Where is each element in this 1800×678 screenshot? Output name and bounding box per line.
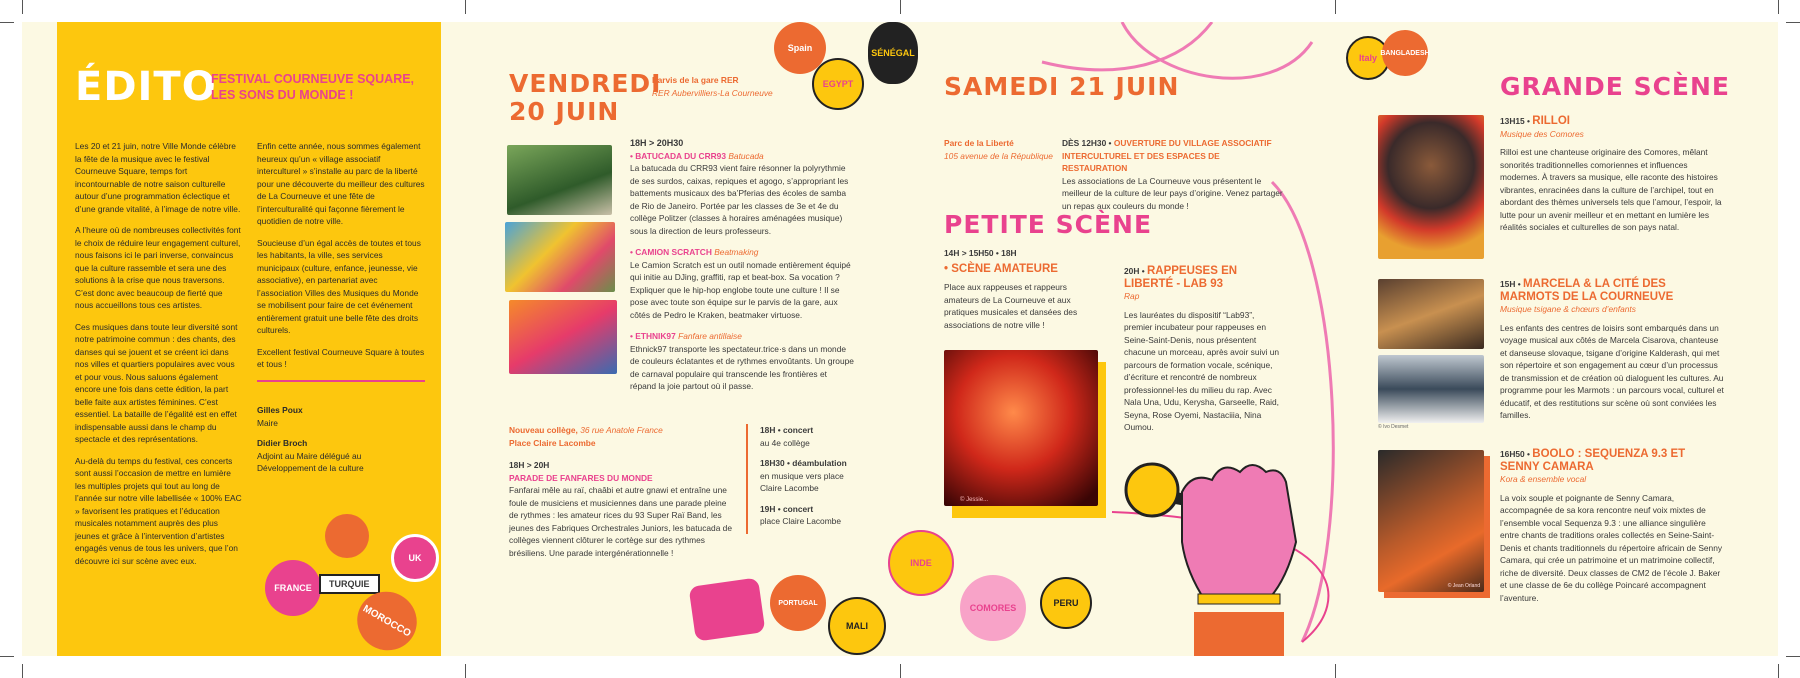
samedi-title: SAMEDI 21 JUIN bbox=[944, 72, 1180, 101]
batucada-photo bbox=[507, 145, 612, 215]
village-section: DÈS 12H30 • OUVERTURE DU VILLAGE ASSOCIATIF INTERCULTUREL ET DES ESPACES DE RESTAURATION Les associations de La Courneuve vous présentent le meilleur de la culture de leur pays d’origine. Venez partager un repas aux couleurs du monde ! bbox=[1062, 138, 1283, 211]
senegal-sticker: SÉNÉGAL bbox=[868, 22, 918, 84]
crop-mark bbox=[1786, 22, 1800, 23]
crop-mark bbox=[22, 664, 23, 678]
crop-mark bbox=[465, 0, 466, 14]
bangladesh-sticker: BANGLADESH bbox=[1382, 30, 1428, 76]
senny-camara-photo: © Jean Orland bbox=[1378, 450, 1484, 592]
edito-paragraph: Au-delà du temps du festival, ces concerts sont aussi l’occasion de mettre en lumière les multiples projets qui tout au long de l’année sur notre ville labellisée « 100% EAC » favorisent les pratiques et l’éducation musicales notamment auprès des plus jeunes et grâce à l’intervention d’artistes engagés venus de tous les univers, que l’on découvre ici sur scène avec eux. bbox=[75, 455, 242, 566]
crop-mark bbox=[0, 656, 14, 657]
crop-mark bbox=[22, 0, 23, 14]
signature-name: Gilles Poux bbox=[257, 405, 303, 415]
edito-headline: FESTIVAL COURNEUVE SQUARE, LES SONS DU MONDE ! bbox=[211, 72, 415, 102]
comores-sticker: COMORES bbox=[960, 575, 1026, 641]
turquie-sticker: TURQUIE bbox=[319, 574, 380, 594]
ethnik97-photo bbox=[509, 300, 617, 374]
schedule-item: 18H30 • déambulation en musique vers place Claire Lacombe bbox=[760, 458, 847, 493]
edito-paragraph: Ces musiques dans toute leur diversité sont notre patrimoine commun : des chants, des danses qui se jouent et se créent ici dans nos villes et quartiers populaires avec vous et pour vous. Nous saluons également encore une fois dans cette édition, la part belle faite aux artistes féminines. C’est essentiel. La bataille de l’égalité est en effet indispensable aussi dans le champ du spectacle et des représentations. bbox=[75, 321, 238, 444]
act-marcela: 15H • MARCELA & LA CITÉ DES MARMOTS DE LA COURNEUVE Musique tsigane & chœurs d’enfants Les enfants des centres de loisirs sont embarqués dans un voyage musical aux côtés de Marcela Cisarova, chanteuse et danseuse slovaque, tsigane d’origine Kalderash, qui met son répertoire et son engagement au cœur d’un processus de transmission et de création où dialoguent les cultures. Au programme pour les Marmots : un parcours vocal, culturel et éducatif, et des restitutions sur scène où sont conviées les familles. bbox=[1500, 278, 1724, 420]
petite-scene-title: PETITE SCÈNE bbox=[944, 210, 1153, 239]
brochure-sheet: ÉDITO FESTIVAL COURNEUVE SQUARE, LES SONS DU MONDE ! Les 20 et 21 juin, notre Ville Monde célèbre la fête de la musique avec le festival Courneuve Square, temps fort incontournable de notre saison culturelle autour d’une programmation éclectique et d’une grande vitalité, à l’image de notre ville. A l’heure où de nombreuses collectivités font le choix de réduire leur engagement culturel, nous faisons ici le pari inverse, convaincus que la culture rassemble et sera une des solutions à la crise que nous traversons. C’est donc avec beaucoup de fierté que nous accueillons tous ces artistes. Ces musiques dans toute leur diversité sont notre patrimoine commun : des chants, des danses qui se jouent et se créent ici dans nos villes et quartiers populaires avec vous et pour vous. Nous saluons également encore une fois dans cette édition, la part belle faite aux artistes féminines. C’est essentiel. La bataille de l’égalité est en effet indispensable aussi dans le champ du spectacle et des représentations. Au-delà du temps du festival, ces concerts sont aussi l’occasion de mettre en lumière les multiples projets qui tout au long de l’année sur notre ville labellisée « 100% EAC » favorisent les pratiques et l’éducation musicales notamment auprès des plus jeunes et grâce à l’intervention d’artistes engagés venus de tous les univers, que l’on découvre ici sur scène avec eux. Enfin cette année, nous sommes également heureux qu’un « village associatif interculturel » s’installe au parc de la liberté pour une découverte du meilleur des cultures de La Courneuve et une fête de l’interculturalité qui façonne fièrement le quotidien de notre ville. Soucieuse d’un égal accès de toutes et tous les habitants, la ville, ses services municipaux (culture, enfance, jeunesse, vie associative), en partenariat avec l’association Villes des Musiques du Monde se mobilisent pour faire de cet événement entièrement gratuit une belle fête des droits culturels. Excellent festival Courneuve Square à toutes et tous ! Gilles Poux Maire Didier Broch Adjoint au Maire délégué au Développement de la culture FRANCE TURQUIE MOROCCO UK VENDREDI 20 JUIN Parvis de la gare RER RER Aubervilliers-La Courneuve 18H > 20H30 • BATUCADA DU CRR93 Batucada La batucada du CRR93 vient faire résonner la polyrythmie de ses surdos, caixas, repiques et agogo, s’appropriant les battements musicaux des ba’Pferias des écoles de samba de Rio de Janeiro. Portée par les classes de 3e et 4e du collège Politzer (classes à horaires aménagées musique) sous la direction de leurs professeurs. • CAMION SCRATCH Beatmaking Le Camion Scratch est un outil nomade entièrement équipé qui initie au DJing, graffiti, rap et beat-box. Sa vocation ? Expliquer que le hip-hop englobe toute une culture ! Il se pose avec toute son équipe sur le parvis de la gare, aux côtés de Pedro le Kraken, beatmaker virtuose. • ETHNIK97 Fanfare antillaise Ethnick97 transporte les spectateur.trice·s dans un monde de couleurs éclatantes et de rythmes envoûtants. Un groupe de carnaval populaire qui transcende les frontières et répand la joie partout où il passe. Nouveau collège, 36 rue Anatole France Place Claire Lacombe 18H > 20H PARADE DE FANFARES DU MONDE Fanfarai mêle au raï, chaâbi et autre gnawi et entraîne une foule de musiciens et musiciennes dans une parade pleine de rythmes : les amateur rices du 93 Super Raï Band, les jeunes des Fabriques Orchestrales Juniors, les batucada de collèges viennent clôturer le cortège sur des rythmes brésiliens. Une parade intergénérationnelle ! 18H • concert au 4e collège 18H30 • déambulation en musique vers place Claire Lacombe 19H • concert place Claire Lacombe Spain EGYPT SÉNÉGAL Italy BANGLADESH PORTUGAL MALI INDE COMORES PERU SAMEDI 21 JUIN Parc de la Liberté 105 avenue de la République DÈS 12H30 • OUVERTURE DU VILLAGE ASSOCIATIF INTERCULTUREL ET DES ESPACES DE RESTAURATION Les associations de La Courneuve vous présentent le meilleur de la culture de leur pays d’origine. Venez partager un repas aux couleurs du monde ! PETITE SCÈNE 14H > 15H50 • 18H • SCÈNE AMATEURE Place aux rappeuses et rappeurs amateurs de La Courneuve et aux pratiques musicales et dansées des associations de notre ville ! © Jessie... 20H • RAPPEUSES EN LIBERTÉ - LAB 93 Rap Les lauréates du dispositif “Lab93”, premier incubateur pour rappeuses en Seine-Saint-Denis, nous présentent chacune un morceau, après avoir suivi un parcours de formation vocale, scénique, d’écriture et rencontré de nombreux professionnel·les du milieu du rap. Avec Nala Una, Udu, Kerysha, Garseelle, Raid, Seyna, Rose Oyemi, Nastaciiia, Nina Oumou. GRANDE SCÈNE © Ivo Desmet © Jean Orland 13H15 • RILLOI Musique des Comores Rilloi est une chanteuse originaire des Comores, mêlant sonorités traditionnelles comoriennes et influences modernes. À travers sa musique, elle raconte des histoires vibrantes, enracinées dans la culture de l’archipel, tout en abordant des thèmes universels tels que l’amour, l’espoir, la lutte pour un avenir meilleur et en mettant en lumière les réalités sociales et culturelles de son pays natal. 15H • MARCELA & LA CITÉ DES MARMOTS DE LA COURNEUVE Musique tsigane & chœurs d’enfants Les enfants des centres de loisirs sont embarqués dans un voyage musical aux côtés de Marcela Cisarova, chanteuse et danseuse slovaque, tsigane d’origine Kalderash, qui met son répertoire et son engagement au cœur d’un processus de transmission et de création où dialoguent les cultures. Au programme pour les Marmots : un parcours vocal, culturel et éducatif, et des restitutions sur scène où sont conviées les familles. 16H50 • BOOLO : SEQUENZA 9.3 ET SENNY CAMARA Kora & ensemble vocal La voix souple et poignante de Senny Camara, accompagnée de sa kora rencontre neuf voix mixtes de l’ensemble vocal Sequenza 9.3 : une alliance singulière entre chants de traditions orales collectés en Seine-Saint-Denis et chants traditionnels du répertoire africain de Senny Camara, qui crée un patrimoine et un matrimoine collectif, riche de diversité. Deux classes de CM2 de l’école J. Baker et une classe de 6e du collège Poincaré accompagnent l’aventure. bbox=[22, 22, 1778, 656]
rilloi-photo bbox=[1378, 115, 1484, 259]
spain-sticker: Spain bbox=[774, 22, 826, 74]
parade-section: Nouveau collège, 36 rue Anatole France Place Claire Lacombe 18H > 20H PARADE DE FANFARES DU MONDE Fanfarai mêle au raï, chaâbi et autre gnawi et entraîne une foule de musiciens et musiciennes dans une parade pleine de rythmes : les amateur rices du 93 Super Raï Band, les jeunes des Fabriques Orchestrales Juniors, les batucada de collèges viennent clôturer le cortège sur des rythmes brésiliens. Une parade intergénérationnelle ! bbox=[509, 425, 732, 558]
crop-mark bbox=[1335, 0, 1336, 14]
camion-scratch-photo bbox=[505, 222, 615, 292]
divider bbox=[257, 380, 425, 382]
pink-curve bbox=[1122, 22, 1312, 78]
act-batucada: • BATUCADA DU CRR93 Batucada La batucada du CRR93 vient faire résonner la polyrythmie de ses surdos, caixas, repiques et agogo, s’appropriant les battements musicaux des ba’Pferias des écoles de samba de Rio de Janeiro. Portée par les classes de 3e et 4e du collège Politzer (classes à horaires aménagées musique) sous la direction de leurs professeurs. bbox=[630, 150, 849, 236]
edito-column-1 bbox=[75, 140, 243, 576]
samedi-place: Parc de la Liberté 105 avenue de la République bbox=[944, 138, 1053, 161]
marcela-photo bbox=[1378, 279, 1484, 349]
petite-scene-section: 14H > 15H50 • 18H • SCÈNE AMATEURE Place aux rappeuses et rappeurs amateurs de La Courneuve et aux pratiques musicales et dansées des associations de notre ville ! bbox=[944, 248, 1078, 330]
crop-mark bbox=[465, 664, 466, 678]
act-rilloi: 13H15 • RILLOI Musique des Comores Rilloi est une chanteuse originaire des Comores, mêlant sonorités traditionnelles comoriennes et influences modernes. À travers sa musique, elle raconte des histoires vibrantes, enracinées dans la culture de l’archipel, tout en abordant des thèmes universels tels que l’amour, l’espoir, la lutte pour un avenir meilleur et en mettant en lumière les réalités sociales et culturelles de son pays natal. bbox=[1500, 115, 1722, 232]
vendredi-acts bbox=[630, 137, 855, 402]
uk-sticker: UK bbox=[391, 534, 439, 582]
vendredi-time: 18H > 20H30 bbox=[630, 138, 684, 148]
inde-sticker: INDE bbox=[888, 530, 954, 596]
rapper-photo: © Jessie... bbox=[944, 350, 1098, 506]
morocco-sticker: MOROCCO bbox=[347, 581, 428, 656]
vendredi-title: VENDREDI 20 JUIN bbox=[509, 69, 662, 126]
crop-mark bbox=[900, 664, 901, 678]
portugal-sticker: PORTUGAL bbox=[770, 575, 826, 631]
crop-mark bbox=[1778, 664, 1779, 678]
crop-mark bbox=[1786, 656, 1800, 657]
schedule-item: 19H • concert place Claire Lacombe bbox=[760, 503, 842, 526]
edito-paragraph: Enfin cette année, nous sommes également heureux qu’un « village associatif interculturel » s’installe au parc de la liberté pour une découverte du meilleur des cultures de La Courneuve et une fête de l’interculturalité qui façonne fièrement le quotidien de notre ville. bbox=[257, 141, 425, 226]
edito-column-2 bbox=[257, 140, 425, 380]
rap-section: 20H • RAPPEUSES EN LIBERTÉ - LAB 93 Rap Les lauréates du dispositif “Lab93”, premier incubateur pour rappeuses en Seine-Saint-Denis, nous présentent chacune un morceau, après avoir suivi un parcours de formation vocale, scénique, d’écriture et rencontré de nombreux professionnel·les du milieu du rap. Avec Nala Una, Udu, Kerysha, Garseelle, Raid, Seyna, Rose Oyemi, Nastaciiia, Nina Oumou. bbox=[1124, 265, 1280, 432]
microphone-fist-illustration bbox=[1112, 462, 1362, 656]
signatures bbox=[257, 404, 425, 475]
flag-sticker bbox=[689, 577, 766, 641]
egypt-sticker: EGYPT bbox=[812, 58, 864, 110]
edito-paragraph: Soucieuse d’un égal accès de toutes et tous les habitants, la ville, ses services municipaux (culture, enfance, jeunesse, vie associative), en partenariat avec l’association Villes des Musiques du Monde se mobilisent pour faire de cet événement entièrement gratuit une belle fête des droits culturels. bbox=[257, 237, 421, 335]
edito-title: ÉDITO bbox=[75, 64, 217, 110]
crop-mark bbox=[1778, 0, 1779, 14]
france-sticker: FRANCE bbox=[265, 560, 321, 616]
edito-panel bbox=[57, 22, 441, 656]
edito-paragraph: A l’heure où de nombreuses collectivités font le choix de réduire leur engagement culturel, nous faisons ici le pari inverse, convaincus que la culture rassemble et sera une des solutions à la crise que nous traversons. C’est donc avec beaucoup de fierté que nous accueillons tous ces artistes. bbox=[75, 225, 241, 310]
italy-sticker: Italy bbox=[1346, 36, 1390, 80]
signature-name: Didier Broch bbox=[257, 438, 308, 448]
act-boolo: 16H50 • BOOLO : SEQUENZA 9.3 ET SENNY CAMARA Kora & ensemble vocal La voix souple et poignante de Senny Camara, accompagnée de sa kora rencontre neuf voix mixtes de l’ensemble vocal Sequenza 9.3 : une alliance singulière entre chants de traditions orales collectés en Seine-Saint-Denis et chants traditionnels du répertoire africain de Senny Camara, qui crée un patrimoine et un matrimoine collectif, riche de diversité. Deux classes de CM2 de l’école J. Baker et une classe de 6e du collège Poincaré accompagnent l’aventure. bbox=[1500, 448, 1723, 603]
marmots-photo bbox=[1378, 355, 1484, 423]
crop-mark bbox=[0, 22, 14, 23]
balloon-sticker bbox=[325, 514, 369, 558]
grande-scene-title: GRANDE SCÈNE bbox=[1500, 72, 1731, 101]
parade-schedule bbox=[760, 424, 855, 528]
act-camion-scratch: • CAMION SCRATCH Beatmaking Le Camion Scratch est un outil nomade entièrement équipé qui initie au DJing, graffiti, rap et beat-box. Sa vocation ? Expliquer que le hip-hop englobe toute une culture ! Il se pose avec toute son équipe sur le parvis de la gare, aux côtés de Pedro le Kraken, beatmaker virtuose. bbox=[630, 247, 851, 320]
mali-sticker: MALI bbox=[828, 597, 886, 655]
crop-mark bbox=[900, 0, 901, 14]
signature-role: Adjoint au Maire délégué au Développement de la culture bbox=[257, 450, 364, 473]
signature-role: Maire bbox=[257, 417, 278, 428]
edito-paragraph: Excellent festival Courneuve Square à toutes et tous ! bbox=[257, 346, 425, 369]
crop-mark bbox=[1335, 664, 1336, 678]
edito-paragraph: Les 20 et 21 juin, notre Ville Monde célèbre la fête de la musique avec le festival Courneuve Square, temps fort incontournable de notre saison culturelle autour d’une programmation éclectique et d’une grande vitalité, à l’image de notre ville. bbox=[75, 141, 241, 214]
peru-sticker: PERU bbox=[1040, 577, 1092, 629]
vendredi-place: Parvis de la gare RER RER Aubervilliers-La Courneuve bbox=[652, 75, 773, 98]
divider bbox=[746, 424, 748, 534]
schedule-item: 18H • concert au 4e collège bbox=[760, 425, 814, 448]
act-ethnik97: • ETHNIK97 Fanfare antillaise Ethnick97 transporte les spectateur.trice·s dans un monde de couleurs éclatantes et de rythmes envoûtants. Un groupe de carnaval populaire qui transcende les frontières et répand la joie partout où il passe. bbox=[630, 331, 854, 391]
